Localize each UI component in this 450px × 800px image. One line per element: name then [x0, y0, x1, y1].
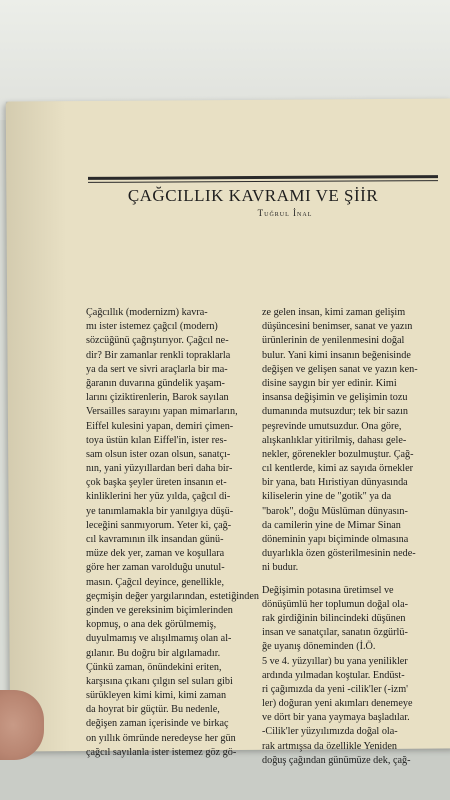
text-line: masın. Çağcıl deyince, genellikle, — [86, 576, 225, 588]
text-line: döneminin yapı biçiminde olmasına — [262, 534, 409, 545]
article-title: ÇAĞCILLIK KAVRAMI VE ŞİİR — [127, 186, 379, 205]
text-line: değişen ve gelişen sanat ve yazın ken- — [262, 363, 418, 375]
text-line: kiliselerin yine de "gotik" ya da — [262, 491, 392, 503]
text-line: gılanır. Bu doğru bir algılamadır. — [86, 647, 221, 659]
text-line: dir? Bir zamanlar renkli topraklarla — [86, 349, 231, 361]
text-line: karşısına çıkanı çılgın sel suları gibi — [86, 675, 233, 687]
left-column — [86, 306, 259, 760]
text-line: ye tanımlamakla bir yanılgıya düşü- — [86, 505, 234, 517]
text-line: duyarlıkla özen gösterilmesinin nede- — [262, 548, 416, 560]
text-line: değişen zaman içerisinde ve birkaç — [86, 718, 229, 730]
text-line: alışkanlıklar yitirilmiş, dahası gele- — [262, 434, 407, 446]
text-line: ya da sert ve sivri araçlarla bir ma- — [86, 363, 228, 375]
text-line: ve dört bir yana yaymaya başladılar. — [262, 712, 410, 724]
text-line: ni budur. — [262, 562, 299, 574]
text-line: rak artmışsa da özellikle Yeniden — [262, 740, 397, 752]
page-shadow — [6, 101, 71, 751]
text-line: larını çiziktirenlerin, Barok sayılan — [86, 392, 229, 404]
text-line: Versailles sarayını yapan mimarların, — [86, 406, 238, 418]
text-line: on yıllık ömründe neredeyse her gün — [86, 732, 236, 744]
text-line: ler) doğuran yeni akımları denemeye — [262, 698, 413, 710]
text-line: duyulmamış ve alışılmamış olan al- — [86, 633, 232, 645]
right-column — [262, 306, 440, 768]
text-line: dönüşümlü her toplumun doğal ola- — [262, 598, 409, 610]
text-line: -Cilik'ler yüzyılımızda doğal ola- — [262, 726, 398, 738]
text-line: müze dek yer, zaman ve koşullara — [86, 548, 225, 560]
text-line: sam olsun ister ozan olsun, sanatçı- — [86, 448, 231, 460]
text-line: peşrevinde umutsuzdur. Ona göre, — [262, 420, 402, 432]
text-line: insan ve sanatçılar, sanatın özgürlü- — [262, 627, 408, 639]
text-line: doğuş çağından günümüze dek, çağ- — [262, 754, 411, 766]
text-line: ürünlerinin de yenilenmesini doğal — [262, 335, 405, 347]
text-line: nın, yani yüzyıllardan beri daha bir- — [86, 463, 233, 475]
text-line: da hoyrat bir güçtür. Bu nedenle, — [86, 704, 220, 716]
text-line: ardında yılmadan koştular. Endüst- — [262, 669, 405, 681]
text-line: kinliklerini her yüz yılda, çağcıl di- — [86, 491, 231, 503]
text-line: sürükleyen kimi kimi, kimi zaman — [86, 690, 227, 702]
text-line: düşüncesini benimser, sanat ve yazın — [262, 321, 413, 333]
text-line: insansa değişimin ve gelişimin tozu — [262, 392, 408, 404]
text-line: 5 ve 4. yüzyıllar) bu yana yenilikler — [262, 655, 408, 667]
text-line: kopmuş, o ana dek görülmemiş, — [86, 619, 217, 631]
text-line: bulur. Yani kimi insanın beğenisinde — [262, 349, 411, 361]
text-line: geçmişin değer yargılarından, estetiğinden — [86, 590, 259, 602]
article-author: Tuğrul İnal — [257, 208, 313, 218]
text-line: "barok", doğu Müslüman dünyasın- — [262, 505, 408, 517]
text-line: ginden ve gereksinim biçimlerinden — [86, 604, 233, 616]
text-line: sözcüğünü çağrıştırıyor. Çağcıl ne- — [86, 335, 229, 347]
text-line: Değişimin potasına üretimsel ve — [262, 584, 394, 596]
text-line: ri çağımızda da yeni -cilik'ler (-izm' — [262, 683, 408, 695]
text-line: çağcıl sayılanla ister istemez göz gö- — [86, 746, 237, 758]
text-line: rak girdiğinin bilincindeki düşünen — [262, 612, 406, 624]
paragraph-gap — [262, 576, 440, 584]
text-line: ğe uyanış döneminden (İ.Ö. — [262, 641, 376, 653]
text-line: leceğini sanmıyorum. Yeter ki, çağ- — [86, 519, 232, 531]
text-line: ze gelen insan, kimi zaman gelişim — [262, 307, 406, 318]
text-line: dumanında mutsuzdur; tek bir sazın — [262, 406, 408, 418]
text-line: göre her zaman varolduğu unutul- — [86, 562, 225, 574]
text-line: nekler, görenekler bozulmuştur. Çağ- — [262, 448, 414, 460]
text-line: çok başka şeyler üreten insanın et- — [86, 477, 227, 489]
text-line: cıl kavramının ilk insandan günü- — [86, 534, 224, 545]
text-line: da camilerin yine de Mimar Sinan — [262, 519, 401, 531]
text-line: cıl kentlerde, kimi az sayıda örnekler — [262, 463, 414, 475]
text-line: Çağcıllık (modernizm) kavra- — [86, 307, 208, 318]
text-line: toya üstün kılan Eiffel'in, ister res- — [86, 434, 227, 446]
text-line: Eiffel kulesini yapan, demiri çimen- — [86, 420, 234, 432]
text-line: bir yana, batı Hıristiyan dünyasında — [262, 477, 408, 489]
text-line: Çünkü zaman, önündekini eriten, — [86, 661, 222, 673]
text-line: mı ister istemez çağcıl (modern) — [86, 321, 218, 333]
text-line: disine saygın bir yer edinir. Kimi — [262, 377, 397, 389]
text-line: ğaranın duvarına gündelik yaşam- — [86, 377, 225, 389]
